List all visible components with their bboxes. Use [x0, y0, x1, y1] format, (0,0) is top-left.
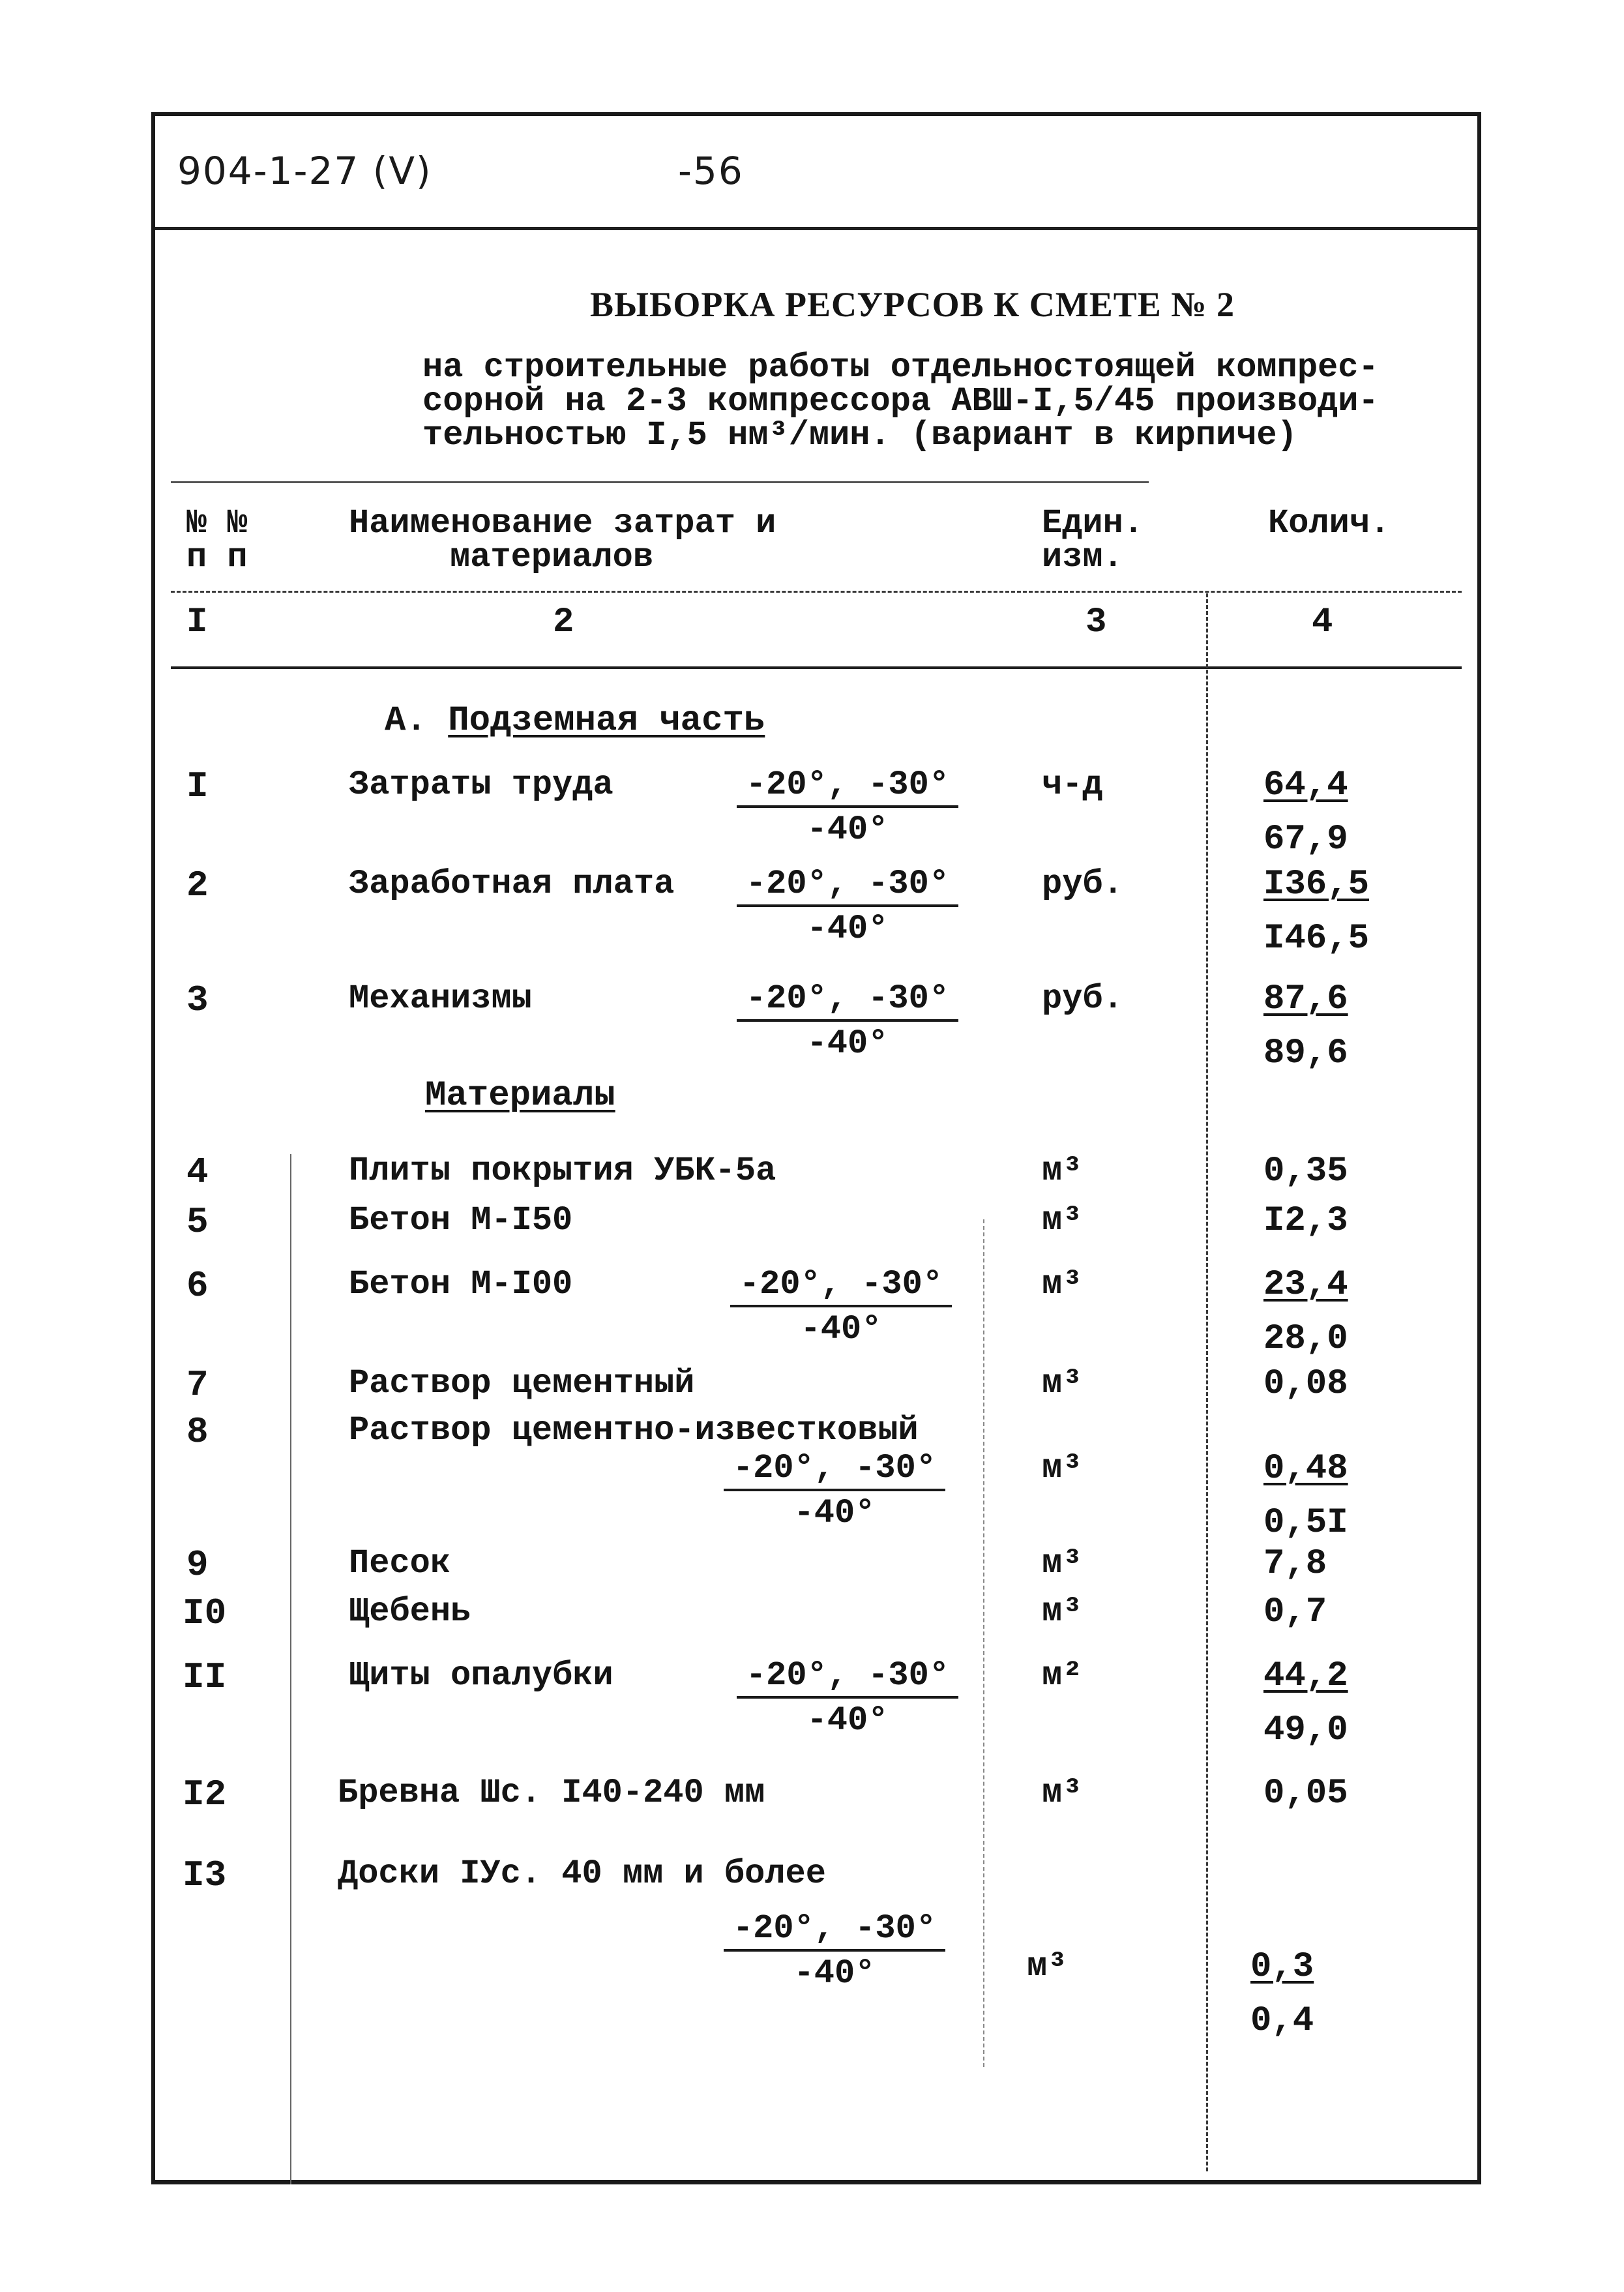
- temp-upper: -20°, -30°: [737, 766, 958, 808]
- quantity-lower: 0,5I: [1263, 1503, 1348, 1543]
- row-6-name: Бетон М-I00: [349, 1265, 573, 1303]
- row-11-unit: м²: [1042, 1656, 1083, 1695]
- row-9-name: Песок: [349, 1544, 451, 1583]
- row-1-unit: ч-д: [1042, 766, 1103, 804]
- row-4-unit: м³: [1042, 1152, 1083, 1190]
- header-divider: [155, 227, 1477, 230]
- quantity-lower: I46,5: [1263, 919, 1370, 959]
- temp-upper: -20°, -30°: [737, 1656, 958, 1699]
- temp-lower: -40°: [806, 1701, 889, 1740]
- unit-column-rule: [983, 1219, 984, 2067]
- quantity-upper: 0,3: [1250, 1947, 1314, 1987]
- temp-lower: -40°: [793, 1494, 876, 1532]
- quantity-upper: 87,6: [1263, 979, 1348, 1019]
- row-7-unit: м³: [1042, 1364, 1083, 1403]
- row-2-unit: руб.: [1042, 865, 1123, 903]
- row-8-temperature: [724, 1449, 945, 1532]
- temp-lower: -40°: [800, 1310, 882, 1348]
- temp-upper: -20°, -30°: [730, 1265, 952, 1307]
- quantity-upper: 23,4: [1263, 1265, 1348, 1305]
- row-4-quantity: 0,35: [1263, 1152, 1348, 1191]
- subtitle-line-3: тельностью I,5 нм³/мин. (вариант в кирпиче): [422, 416, 1297, 454]
- row-3-name: Механизмы: [349, 979, 532, 1018]
- col-number-header-2: п п: [186, 538, 248, 576]
- page-number: -56: [678, 149, 744, 193]
- row-9-quantity: 7,8: [1263, 1544, 1327, 1584]
- row-2-temperature: [737, 865, 958, 948]
- row-12-number: I2: [183, 1774, 227, 1815]
- row-10-name: Щебень: [349, 1592, 471, 1631]
- qty-column-separator: [1206, 593, 1208, 2171]
- row-8-number: 8: [186, 1411, 209, 1453]
- row-5-quantity: I2,3: [1263, 1201, 1348, 1241]
- row-10-number: I0: [183, 1592, 227, 1634]
- col-unit-header-1: Един.: [1042, 504, 1144, 543]
- col-qty-header: Колич.: [1268, 504, 1391, 543]
- row-13-name: Доски IУс. 40 мм и более: [338, 1854, 826, 1893]
- section-underground: [385, 701, 765, 741]
- header-num-rule: [171, 591, 1462, 593]
- row-13-temperature: [724, 1909, 945, 1993]
- row-11-number: II: [183, 1656, 227, 1698]
- quantity-upper: I36,5: [1263, 865, 1370, 904]
- row-1-name: Затраты труда: [349, 766, 613, 804]
- section-underground-prefix: А.: [385, 701, 427, 741]
- row-7-name: Раствор цементный: [349, 1364, 695, 1403]
- row-10-unit: м³: [1042, 1592, 1083, 1631]
- temp-upper: -20°, -30°: [724, 1909, 945, 1952]
- temp-upper: -20°, -30°: [724, 1449, 945, 1491]
- row-5-unit: м³: [1042, 1201, 1083, 1240]
- row-6-unit: м³: [1042, 1265, 1083, 1303]
- row-11-temperature: [737, 1656, 958, 1740]
- col-name-header-1: Наименование затрат и: [349, 504, 776, 543]
- name-column-left-rule: [290, 1154, 291, 2184]
- row-12-unit: м³: [1042, 1774, 1083, 1812]
- quantity-lower: 89,6: [1263, 1034, 1348, 1073]
- temp-lower: -40°: [806, 1024, 889, 1063]
- row-4-name: Плиты покрытия УБК-5а: [349, 1152, 776, 1190]
- row-10-quantity: 0,7: [1263, 1592, 1327, 1632]
- col-index-2: 2: [553, 603, 574, 642]
- col-index-3: 3: [1085, 603, 1107, 642]
- row-11-quantity: [1263, 1656, 1348, 1750]
- document-title: ВЫБОРКА РЕСУРСОВ К СМЕТЕ № 2: [590, 285, 1235, 324]
- col-number-header-1: № №: [186, 504, 248, 543]
- row-12-name: Бревна Шс. I40-240 мм: [338, 1774, 765, 1812]
- row-3-temperature: [737, 979, 958, 1063]
- row-5-name: Бетон М-I50: [349, 1201, 573, 1240]
- document-code: 904-1-27 (V): [177, 149, 432, 193]
- temp-upper: -20°, -30°: [737, 979, 958, 1022]
- row-12-quantity: 0,05: [1263, 1774, 1348, 1813]
- row-2-quantity: [1263, 865, 1369, 959]
- row-3-number: 3: [186, 979, 209, 1021]
- quantity-lower: 0,4: [1250, 2001, 1314, 2041]
- row-5-number: 5: [186, 1201, 209, 1243]
- row-7-number: 7: [186, 1364, 209, 1406]
- row-9-number: 9: [186, 1544, 209, 1586]
- row-4-number: 4: [186, 1152, 209, 1193]
- row-8-unit: м³: [1042, 1449, 1083, 1487]
- temp-lower: -40°: [793, 1954, 876, 1993]
- row-6-temperature: [730, 1265, 952, 1348]
- row-1-temperature: [737, 766, 958, 849]
- row-13-number: I3: [183, 1854, 227, 1896]
- row-7-quantity: 0,08: [1263, 1364, 1348, 1404]
- row-3-unit: руб.: [1042, 979, 1123, 1018]
- row-13-unit: м³: [1027, 1947, 1068, 1986]
- temp-lower: -40°: [806, 811, 889, 849]
- row-6-number: 6: [186, 1265, 209, 1307]
- col-index-4: 4: [1312, 603, 1333, 642]
- quantity-lower: 67,9: [1263, 820, 1348, 859]
- row-2-name: Заработная плата: [349, 865, 675, 903]
- section-materials: Материалы: [425, 1076, 615, 1116]
- table-top-rule: [171, 481, 1149, 483]
- row-6-quantity: [1263, 1265, 1348, 1359]
- row-2-number: 2: [186, 865, 209, 906]
- subtitle-line-2: сорной на 2-3 компрессора АВШ-I,5/45 производи-: [422, 382, 1379, 421]
- col-unit-header-2: изм.: [1042, 538, 1123, 576]
- row-9-unit: м³: [1042, 1544, 1083, 1583]
- row-11-name: Щиты опалубки: [349, 1656, 613, 1695]
- temp-lower: -40°: [806, 910, 889, 948]
- row-8-name: Раствор цементно-известковый: [349, 1411, 919, 1450]
- row-8-quantity: [1263, 1449, 1348, 1543]
- col-name-header-2: материалов: [450, 538, 654, 576]
- row-1-number: I: [186, 766, 209, 807]
- row-3-quantity: [1263, 979, 1348, 1073]
- col-index-1: I: [186, 603, 208, 642]
- quantity-lower: 28,0: [1263, 1319, 1348, 1359]
- quantity-lower: 49,0: [1263, 1710, 1348, 1750]
- subtitle-line-1: на строительные работы отдельностоящей компрес-: [422, 348, 1379, 387]
- row-1-quantity: [1263, 766, 1348, 859]
- quantity-upper: 64,4: [1263, 766, 1348, 805]
- row-13-quantity: [1250, 1947, 1314, 2041]
- header-bottom-rule: [171, 666, 1462, 669]
- temp-upper: -20°, -30°: [737, 865, 958, 907]
- quantity-upper: 0,48: [1263, 1449, 1348, 1489]
- quantity-upper: 44,2: [1263, 1656, 1348, 1696]
- section-underground-title: Подземная часть: [448, 701, 765, 741]
